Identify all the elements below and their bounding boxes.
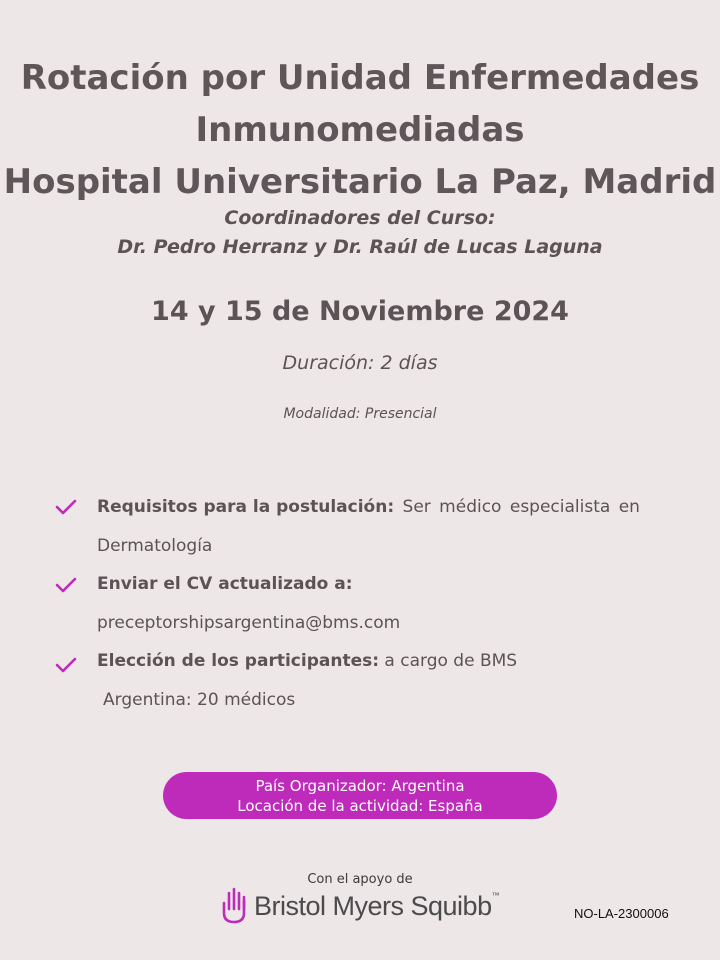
course-modality: Modalidad: Presencial xyxy=(283,406,437,422)
title-line-3: Hospital Universitario La Paz, Madrid xyxy=(3,162,717,202)
requirement-label: Enviar el CV actualizado a: xyxy=(97,574,353,594)
checkmark-icon xyxy=(55,498,77,516)
badge-line-2: Locación de la actividad: España xyxy=(237,796,483,815)
title-line-2: Inmunomediadas xyxy=(195,110,525,150)
requirement-label: Elección de los participantes: xyxy=(97,651,380,671)
requirement-email[interactable]: preceptorshipsargentina@bms.com xyxy=(97,613,401,633)
course-dates: 14 y 15 de Noviembre 2024 xyxy=(151,296,569,327)
requirement-continuation: Argentina: 20 médicos xyxy=(103,690,296,710)
support-text: Con el apoyo de xyxy=(307,872,413,887)
requirement-continuation: Dermatología xyxy=(97,536,213,556)
bms-logo-text: Bristol Myers Squibb™ xyxy=(254,890,500,921)
organizer-badge xyxy=(163,772,557,819)
requirement-value: Ser médico especialista en xyxy=(394,497,640,517)
document-code: NO-LA-2300006 xyxy=(574,906,669,921)
coordinators-label: Coordinadores del Curso: xyxy=(224,207,496,229)
requirement-item xyxy=(97,574,353,594)
bms-hand-icon xyxy=(220,887,248,925)
bms-logo xyxy=(220,886,499,926)
requirement-item xyxy=(97,497,640,517)
course-duration: Duración: 2 días xyxy=(282,352,438,374)
checkmark-icon xyxy=(55,576,77,594)
checkmark-icon xyxy=(55,656,77,674)
requirement-value: a cargo de BMS xyxy=(379,651,518,671)
coordinators-names: Dr. Pedro Herranz y Dr. Raúl de Lucas Laguna xyxy=(117,236,603,258)
title-line-1: Rotación por Unidad Enfermedades xyxy=(20,58,700,98)
requirement-item xyxy=(97,651,517,671)
page-title xyxy=(0,52,720,208)
badge-line-1: País Organizador: Argentina xyxy=(255,776,465,795)
coordinators xyxy=(0,204,720,262)
requirement-label: Requisitos para la postulación: xyxy=(97,497,395,517)
